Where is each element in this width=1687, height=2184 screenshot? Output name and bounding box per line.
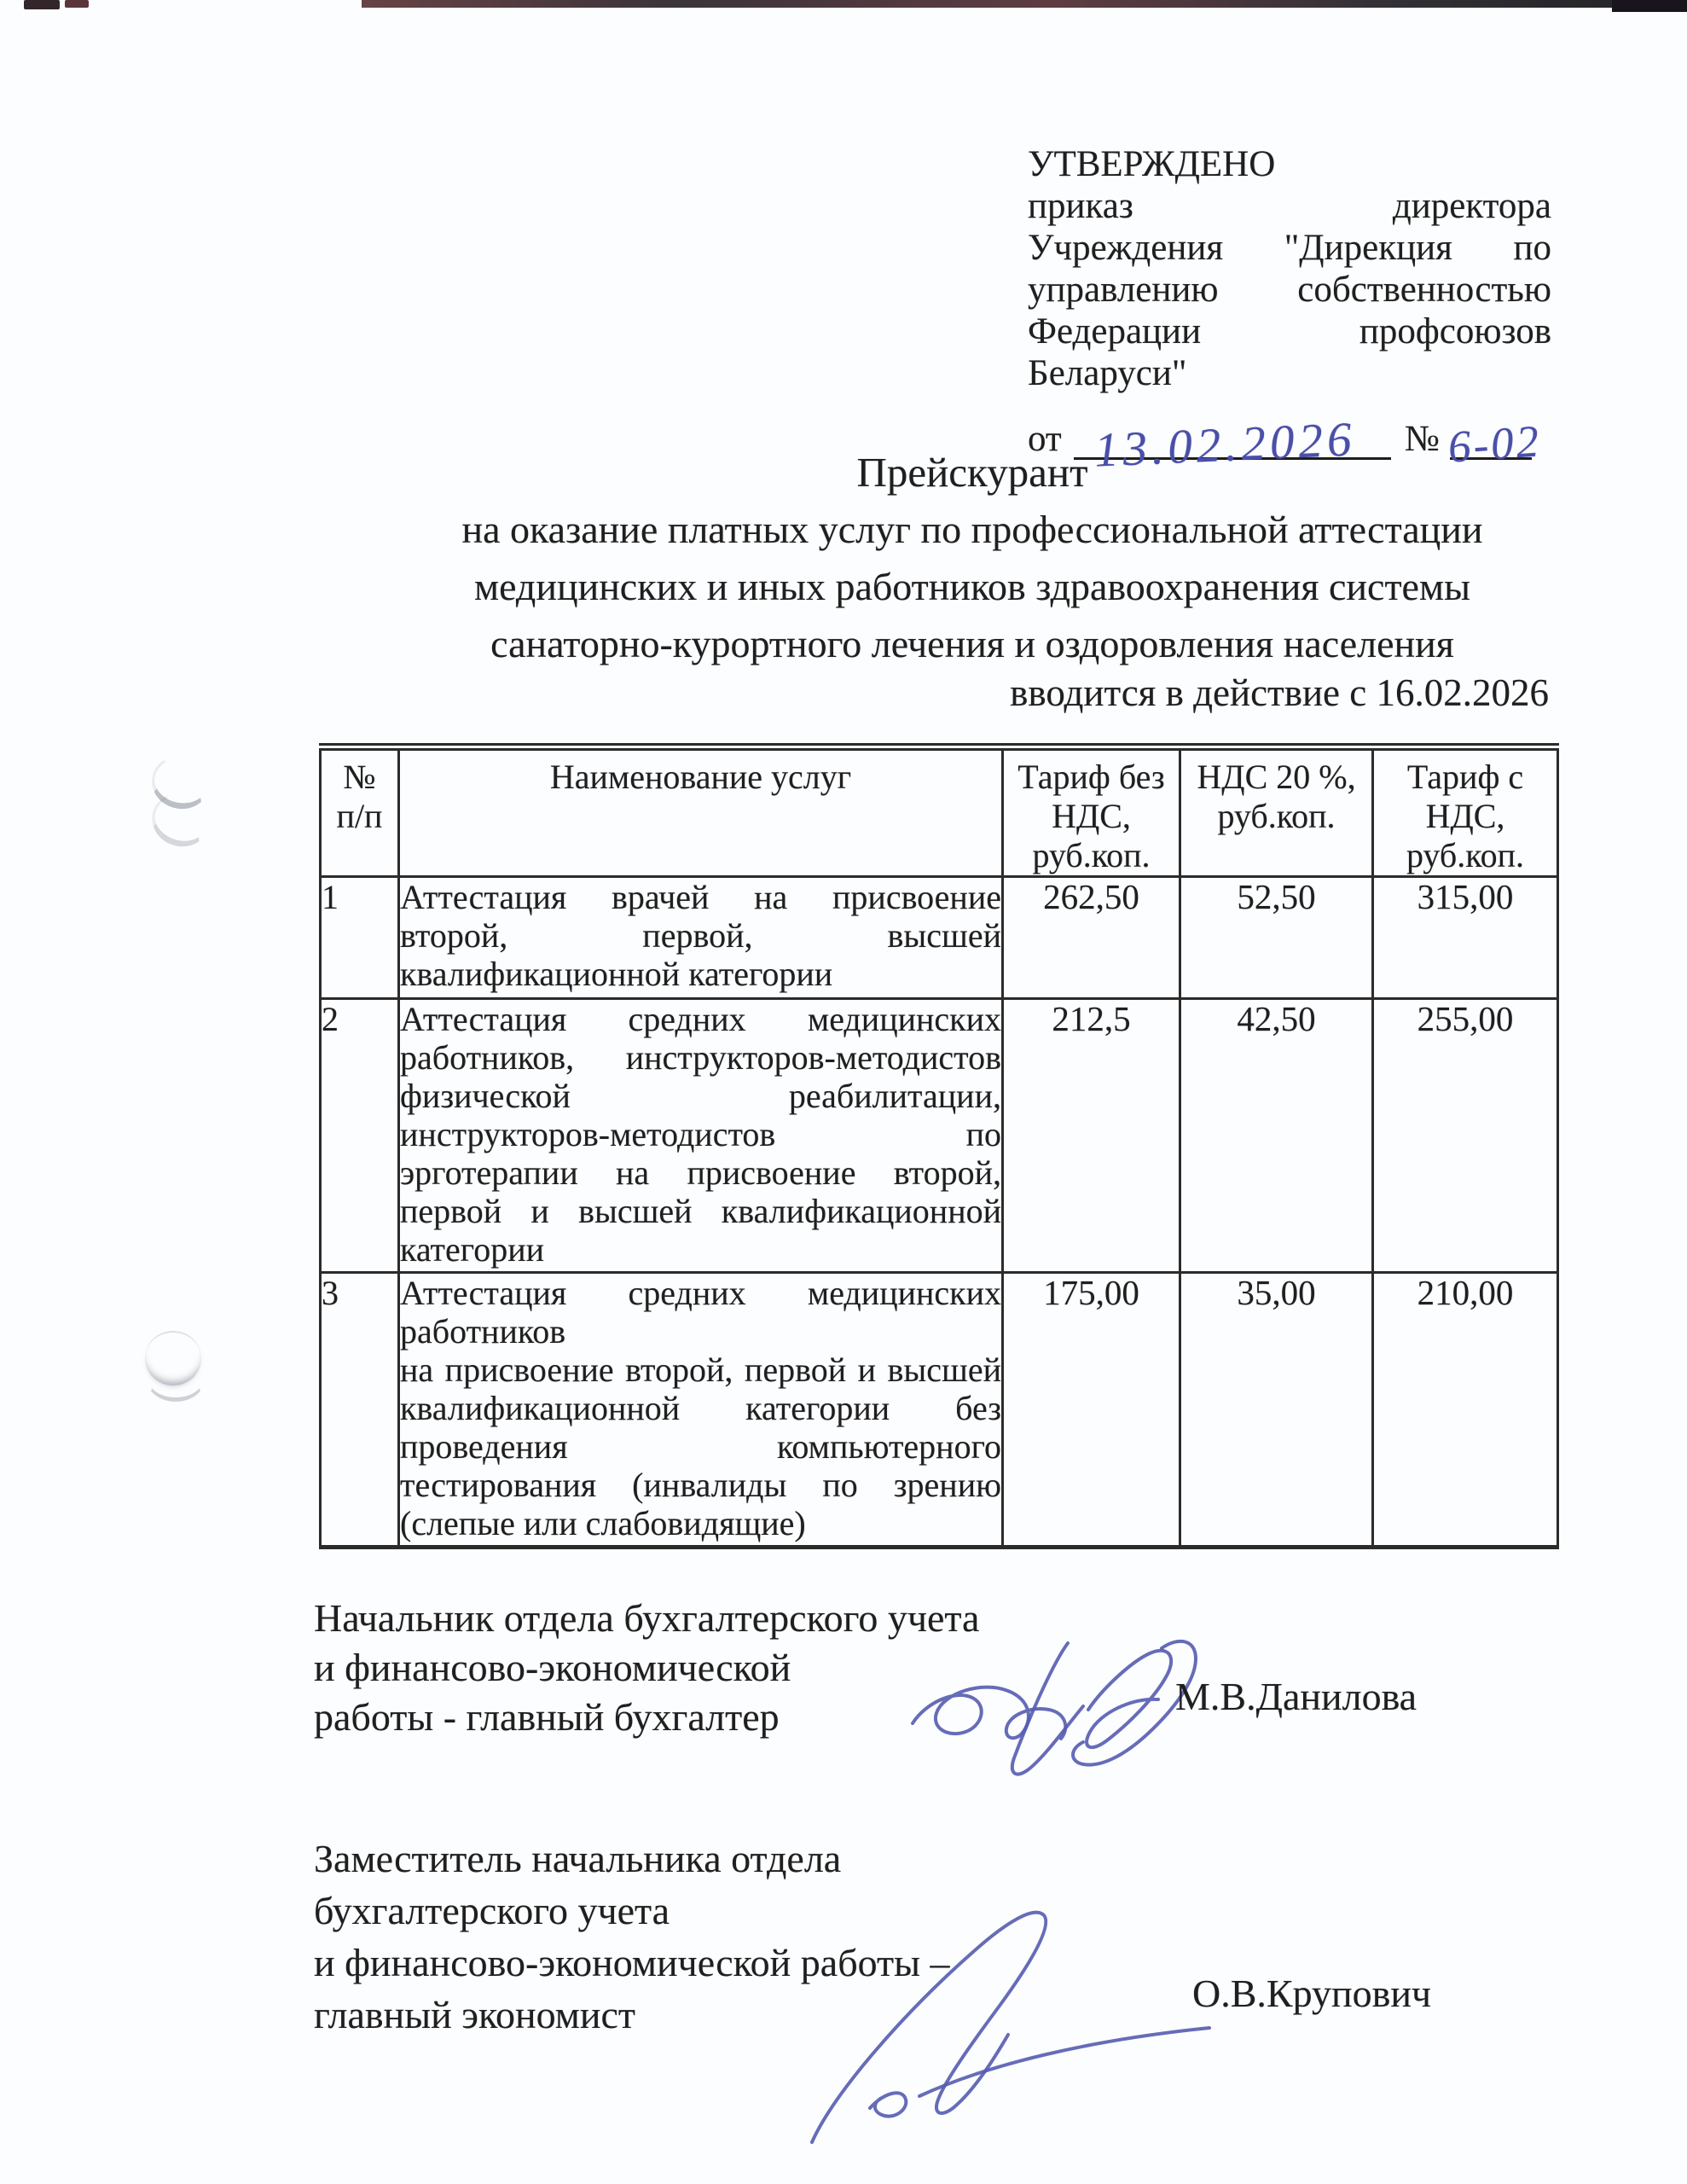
header-service [399, 747, 1003, 877]
service-line: первой и высшей квалификационной [400, 1192, 1001, 1230]
number-sign: № [1404, 419, 1440, 459]
service-description [399, 1273, 1003, 1548]
tariff-with-vat: 315,00 [1373, 877, 1558, 999]
signatory-name: О.В.Крупович [1192, 1972, 1432, 2015]
service-line: Аттестация врачей на присвоение [400, 878, 1001, 916]
signature-ink-danilova [887, 1628, 1220, 1790]
subtitle-line: на оказание платных услуг по профессиональной аттестации [461, 508, 1483, 551]
table-row [321, 1273, 1558, 1548]
signature-ink-krupovich [793, 1873, 1220, 2154]
service-line: на присвоение второй, первой и высшей [400, 1350, 1001, 1389]
service-line: тестирования (инвалиды по зрению [400, 1466, 1001, 1504]
from-label: от [1028, 419, 1062, 459]
service-line: второй, первой, высшей [400, 916, 1001, 955]
tariff-without-vat: 175,00 [1003, 1273, 1180, 1548]
row-number: 2 [321, 999, 399, 1273]
signature-block-chief-accountant [314, 1594, 979, 1742]
tariff-with-vat: 210,00 [1373, 1273, 1558, 1548]
service-line: физической реабилитации, [400, 1077, 1001, 1115]
approval-line: Федерации профсоюзов [1028, 311, 1551, 351]
scan-artifact-top-strip [362, 0, 1612, 8]
row-number: 3 [321, 1273, 399, 1548]
header-line: Тариф с [1406, 758, 1524, 796]
service-description [399, 877, 1003, 999]
effective-date-line: вводится в действие с 16.02.2026 [1010, 671, 1549, 714]
service-line: инструкторов-методистов по [400, 1115, 1001, 1153]
approval-line: приказ директора [1028, 186, 1551, 226]
punch-hole-shadow-lower [145, 1331, 210, 1399]
table-row [321, 999, 1558, 1273]
approval-line: Беларуси" [1028, 353, 1187, 393]
service-line: проведения компьютерного [400, 1427, 1001, 1466]
table-row [321, 877, 1558, 999]
scan-artifact-top-right [1612, 0, 1687, 12]
position-line: Начальник отдела бухгалтерского учета [314, 1596, 980, 1640]
tariff-table [319, 743, 1559, 1549]
subtitle-line: медицинских и иных работников здравоохранения системы [474, 565, 1470, 608]
header-vat [1180, 747, 1373, 877]
scan-artifact-top-left-2 [65, 0, 89, 8]
service-line: работников, инструкторов-методистов [400, 1038, 1001, 1077]
position-line: бухгалтерского учета [314, 1889, 670, 1932]
header-line: руб.коп. [1406, 836, 1525, 874]
service-line: категории [400, 1230, 545, 1269]
header-tariff-without-vat [1003, 747, 1180, 877]
header-line: Тариф без [1017, 758, 1165, 796]
header-line: НДС, [1425, 797, 1505, 835]
position-line: главный экономист [314, 1993, 636, 2036]
handwritten-number: 6-02 [1446, 416, 1543, 473]
tariff-with-vat: 255,00 [1373, 999, 1558, 1273]
row-number: 1 [321, 877, 399, 999]
position-line: и финансово-экономической [314, 1646, 791, 1689]
handwritten-date: 13.02.2026 [1093, 412, 1357, 478]
service-line: работников [400, 1312, 566, 1350]
header-tariff-with-vat [1373, 747, 1558, 877]
service-line: Аттестация средних медицинских [400, 1274, 1001, 1312]
table-body [321, 877, 1558, 1548]
position-line: работы - главный бухгалтер [314, 1695, 780, 1739]
title-block [358, 444, 1586, 672]
service-line: квалификационной категории без [400, 1389, 1001, 1427]
position-line: и финансово-экономической работы – [314, 1941, 950, 1984]
header-line: НДС, [1052, 797, 1131, 835]
approval-line: УТВЕРЖДЕНО [1028, 144, 1276, 184]
header-line: руб.коп. [1217, 797, 1336, 835]
vat-amount: 35,00 [1180, 1273, 1373, 1548]
vat-amount: 52,50 [1180, 877, 1373, 999]
signatory-name: М.В.Данилова [1175, 1675, 1417, 1718]
vat-amount: 42,50 [1180, 999, 1373, 1273]
header-line: № [343, 758, 376, 796]
subtitle-line: санаторно-курортного лечения и оздоровления населения [490, 622, 1454, 665]
service-line: Аттестация средних медицинских [400, 1000, 1001, 1038]
approval-line: Учреждения "Дирекция по [1028, 228, 1551, 268]
service-line: (слепые или слабовидящие) [400, 1504, 806, 1542]
header-line: Наименование услуг [549, 758, 852, 796]
approval-block [1028, 143, 1551, 478]
header-line: руб.коп. [1032, 836, 1151, 874]
tariff-without-vat: 262,50 [1003, 877, 1180, 999]
header-line: п/п [336, 797, 383, 835]
document-title: Прейскурант [856, 449, 1088, 496]
header-num [321, 747, 399, 877]
header-line: НДС 20 %, [1197, 758, 1356, 796]
service-description [399, 999, 1003, 1273]
position-line: Заместитель начальника отдела [314, 1837, 842, 1880]
scan-artifact-top-left-1 [24, 0, 60, 9]
tariff-without-vat: 212,5 [1003, 999, 1180, 1273]
service-line: эрготерапии на присвоение второй, [400, 1153, 1001, 1192]
service-line: квалификационной категории [400, 955, 833, 993]
approval-line: управлению собственностью [1028, 270, 1551, 310]
table-header-row [321, 747, 1558, 877]
